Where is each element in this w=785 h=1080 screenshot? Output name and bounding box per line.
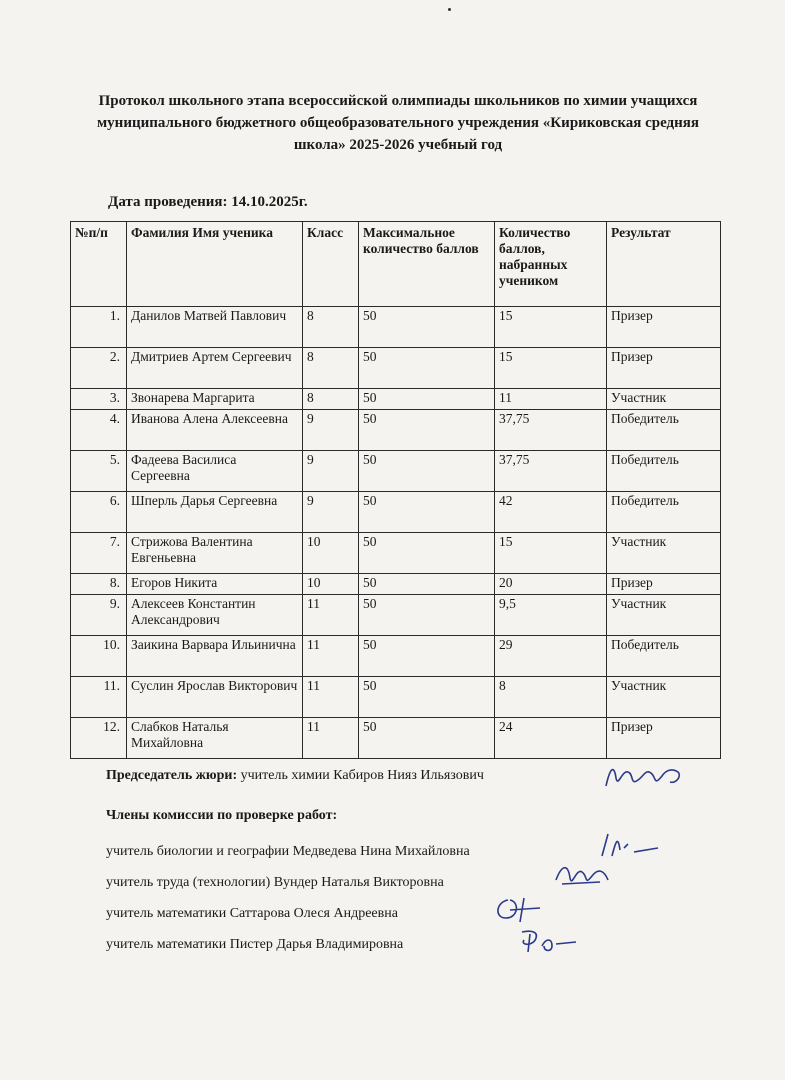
cell-result: Призер	[607, 574, 721, 595]
cell-number: 10.	[71, 636, 127, 677]
cell-name: Шперль Дарья Сергеевна	[127, 492, 303, 533]
signature-member-2	[550, 856, 620, 894]
cell-grade: 9	[303, 451, 359, 492]
chair-text: учитель химии Кабиров Нияз Ильязович	[237, 768, 484, 783]
cell-grade: 8	[303, 307, 359, 348]
table-row	[71, 677, 721, 718]
cell-result: Участник	[607, 677, 721, 718]
cell-result: Победитель	[607, 410, 721, 451]
cell-name: Стрижова Валентина Евгеньевна	[127, 533, 303, 574]
cell-grade: 11	[303, 595, 359, 636]
cell-score: 20	[495, 574, 607, 595]
table-row	[71, 718, 721, 759]
cell-name: Егоров Никита	[127, 574, 303, 595]
cell-grade: 10	[303, 533, 359, 574]
cell-grade: 9	[303, 492, 359, 533]
table-row	[71, 410, 721, 451]
scan-speck	[448, 8, 451, 11]
cell-result: Участник	[607, 533, 721, 574]
commission-label: Члены комиссии по проверке работ:	[106, 808, 338, 823]
date-label: Дата проведения: 14.10.2025г.	[108, 194, 308, 210]
cell-result: Призер	[607, 348, 721, 389]
cell-number: 4.	[71, 410, 127, 451]
signature-chair	[600, 758, 690, 798]
cell-grade: 11	[303, 636, 359, 677]
member-line: учитель математики Пистер Дарья Владимировна	[106, 937, 404, 952]
cell-score: 9,5	[495, 595, 607, 636]
cell-score: 15	[495, 307, 607, 348]
table-header-row	[71, 222, 721, 307]
cell-max-score: 50	[359, 451, 495, 492]
table-row	[71, 451, 721, 492]
header-score: Количество баллов, набранных учеником	[495, 222, 607, 307]
cell-max-score: 50	[359, 307, 495, 348]
cell-result: Победитель	[607, 492, 721, 533]
table-row	[71, 636, 721, 677]
table-row	[71, 492, 721, 533]
signature-member-4	[512, 924, 582, 958]
cell-score: 11	[495, 389, 607, 410]
cell-grade: 8	[303, 389, 359, 410]
cell-max-score: 50	[359, 595, 495, 636]
table-row	[71, 389, 721, 410]
cell-result: Участник	[607, 389, 721, 410]
cell-grade: 8	[303, 348, 359, 389]
cell-number: 7.	[71, 533, 127, 574]
cell-max-score: 50	[359, 718, 495, 759]
cell-score: 42	[495, 492, 607, 533]
cell-max-score: 50	[359, 677, 495, 718]
cell-max-score: 50	[359, 492, 495, 533]
header-max-score: Максимальное количество баллов	[359, 222, 495, 307]
table-row	[71, 574, 721, 595]
cell-name: Данилов Матвей Павлович	[127, 307, 303, 348]
cell-name: Слабков Наталья Михайловна	[127, 718, 303, 759]
cell-score: 8	[495, 677, 607, 718]
header-result: Результат	[607, 222, 721, 307]
cell-max-score: 50	[359, 533, 495, 574]
cell-result: Участник	[607, 595, 721, 636]
document-title: Протокол школьного этапа всероссийской олимпиады школьников по химии учащихся муниципального бюджетного общеобразовательного учреждения «Кириковская средняя школа» 2025-2026 учебный год	[96, 93, 700, 153]
results-table	[70, 221, 721, 759]
table-row	[71, 595, 721, 636]
cell-max-score: 50	[359, 348, 495, 389]
cell-name: Алексеев Константин Александрович	[127, 595, 303, 636]
chair-line	[106, 768, 484, 784]
cell-number: 2.	[71, 348, 127, 389]
table-row	[71, 307, 721, 348]
cell-number: 12.	[71, 718, 127, 759]
member-line: учитель математики Саттарова Олеся Андреевна	[106, 906, 398, 921]
cell-score: 15	[495, 348, 607, 389]
header-grade: Класс	[303, 222, 359, 307]
cell-score: 29	[495, 636, 607, 677]
cell-score: 37,75	[495, 410, 607, 451]
cell-number: 9.	[71, 595, 127, 636]
cell-name: Дмитриев Артем Сергеевич	[127, 348, 303, 389]
cell-number: 6.	[71, 492, 127, 533]
cell-max-score: 50	[359, 410, 495, 451]
cell-number: 11.	[71, 677, 127, 718]
cell-number: 1.	[71, 307, 127, 348]
member-line: учитель труда (технологии) Вундер Наталья Викторовна	[106, 875, 444, 890]
cell-grade: 10	[303, 574, 359, 595]
cell-result: Призер	[607, 307, 721, 348]
cell-max-score: 50	[359, 636, 495, 677]
cell-result: Победитель	[607, 636, 721, 677]
cell-number: 3.	[71, 389, 127, 410]
cell-score: 37,75	[495, 451, 607, 492]
header-number: №п/п	[71, 222, 127, 307]
cell-result: Призер	[607, 718, 721, 759]
cell-number: 8.	[71, 574, 127, 595]
cell-max-score: 50	[359, 574, 495, 595]
cell-score: 24	[495, 718, 607, 759]
cell-grade: 11	[303, 718, 359, 759]
cell-name: Иванова Алена Алексеевна	[127, 410, 303, 451]
chair-label: Председатель жюри:	[106, 768, 238, 783]
signature-member-3	[490, 892, 550, 926]
cell-result: Победитель	[607, 451, 721, 492]
table-body	[71, 307, 721, 759]
cell-number: 5.	[71, 451, 127, 492]
cell-name: Звонарева Маргарита	[127, 389, 303, 410]
cell-name: Заикина Варвара Ильинична	[127, 636, 303, 677]
cell-grade: 11	[303, 677, 359, 718]
table-row	[71, 348, 721, 389]
cell-name: Суслин Ярослав Викторович	[127, 677, 303, 718]
table-row	[71, 533, 721, 574]
cell-name: Фадеева Василиса Сергеевна	[127, 451, 303, 492]
cell-grade: 9	[303, 410, 359, 451]
cell-max-score: 50	[359, 389, 495, 410]
cell-score: 15	[495, 533, 607, 574]
member-line: учитель биологии и географии Медведева Нина Михайловна	[106, 844, 470, 859]
header-name: Фамилия Имя ученика	[127, 222, 303, 307]
